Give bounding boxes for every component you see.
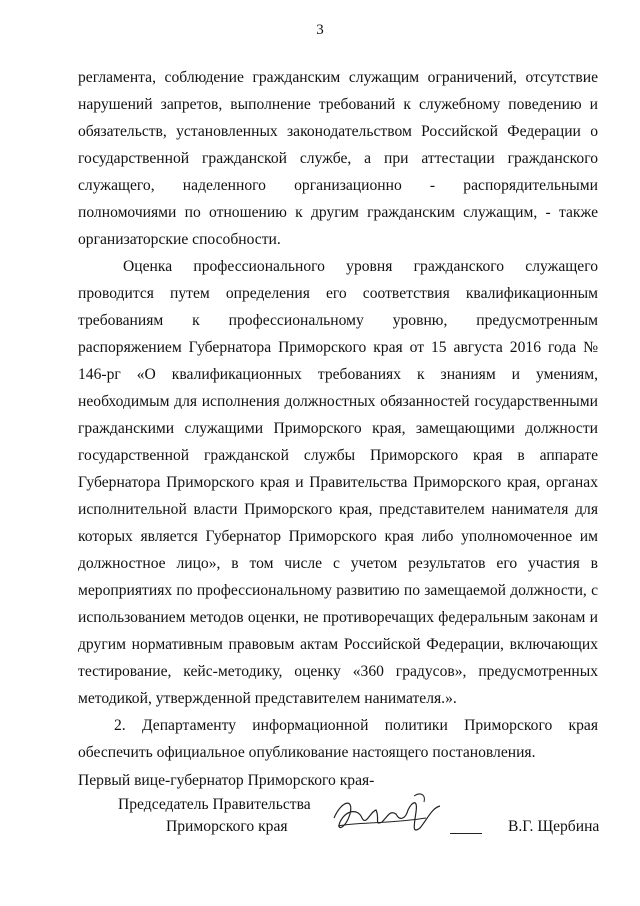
signer-position-line-3: Приморского края <box>166 818 288 835</box>
signer-position-line-1: Первый вице-губернатор Приморского края- <box>78 772 375 789</box>
document-body <box>78 64 598 766</box>
signer-position-line-2: Председатель Правительства <box>118 796 311 813</box>
paragraph-item-2: 2. Департаменту информационной политики Приморского края обеспечить официальное опубликование настоящего постановления. <box>78 717 598 761</box>
paragraph-continuation: регламента, соблюдение гражданским служащим ограничений, отсутствие нарушений запретов, выполнение требований к служебному поведению и обязательств, установленных законодательством Российской Федерации о государственной гражданской службе, а при аттестации гражданского служащего, наделенного организационно - распорядительными полномочиями по отношению к другим гражданским служащим, - также организаторские способности. <box>78 69 598 248</box>
handwritten-signature <box>328 788 448 848</box>
signature-underline <box>450 833 482 834</box>
signature-block <box>78 770 608 840</box>
paragraph-assessment: Оценка профессионального уровня гражданского служащего проводится путем определения его соответствия квалификационным требованиям к профессиональному уровню, предусмотренным распоряжением Губернатора Приморского края от 15 августа 2016 года № 146-рг «О квалификационных требованиях к знаниям и умениям, необходимым для исполнения должностных обязанностей государственными гражданскими служащими Приморского края, замещающими должности государственной гражданской службы Приморского края в аппарате Губернатора Приморского края и Правительства Приморского края, органах исполнительной власти Приморского края, представителем нанимателя для которых является Губернатор Приморского края либо уполномоченное им должностное лицо», в том числе с учетом результатов его участия в мероприятиях по профессиональному развитию по замещаемой должности, с использованием методов оценки, не противоречащих федеральным законам и другим нормативным правовым актам Российской Федерации, включающих тестирование, кейс-методику, оценку «360 градусов», предусмотренных методикой, утвержденной представителем нанимателя.». <box>78 258 598 707</box>
page-number: 3 <box>316 22 324 38</box>
signer-name: В.Г. Щербина <box>508 818 600 835</box>
